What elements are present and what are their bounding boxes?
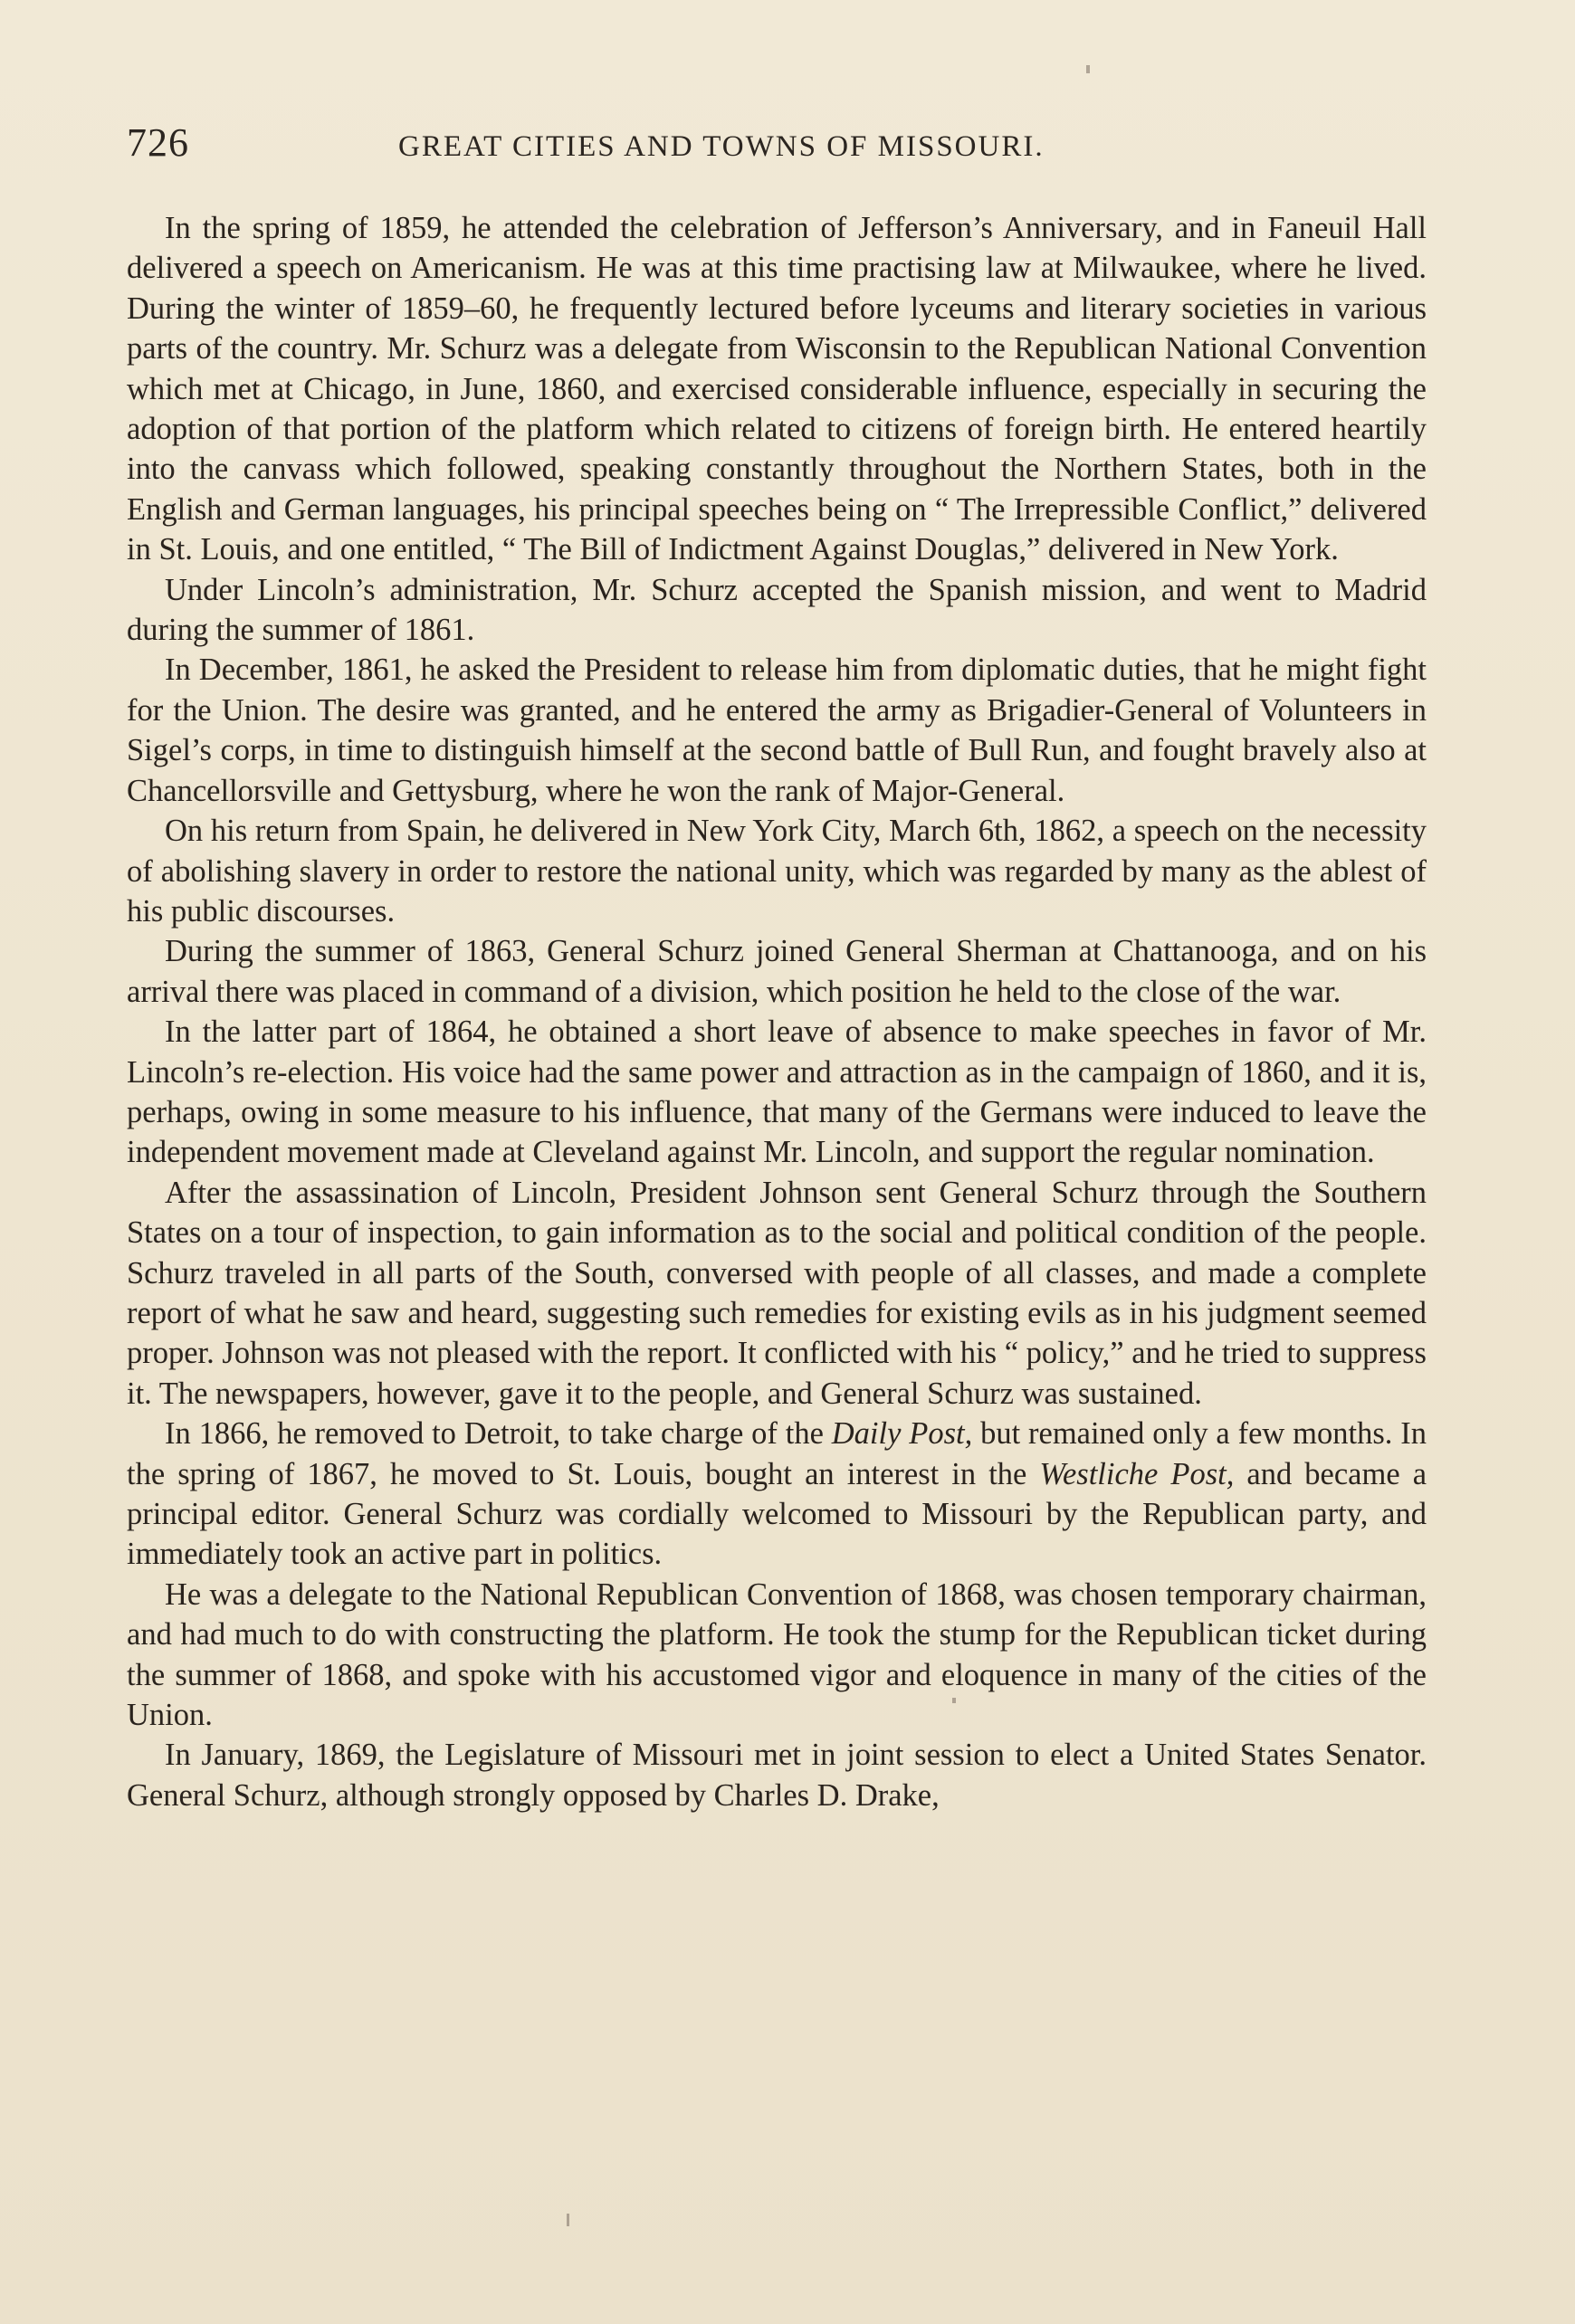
page-number: 726 [127,120,189,165]
print-speck [567,2214,569,2226]
paragraph-december-1861: In December, 1861, he asked the President to release him from diplomatic duties, that he might fight for the Union. The desire was granted, and he entered the army as Brigadier-General of Volunteers in Sigel’s corps, in time to distinguish himself at the second battle of Bull Run, and fought bravely also at Chancellorsville and Gettysburg, where he won the rank of Major-General. [127,652,1427,808]
paragraph-1866-part2: but remained only a few months. In the spring of 1867, he moved to St. Louis, bought an interest in the [127,1416,1427,1491]
print-speck [1086,65,1090,73]
paragraph-1864: In the latter part of 1864, he obtained a short leave of absence to make speeches in favor of Mr. Lincoln’s re-election. His voice had the same power and attraction as in the campaign of 1860, and it is, perhaps, owing in some measure to his influence, that many of the Germans were induced to leave the independent movement made at Cleveland against Mr. Lincoln, and support the regular nomination. [127,1014,1427,1170]
paragraph-1868-convention: He was a delegate to the National Republican Convention of 1868, was chosen temporary chairman, and had much to do with constructing the platform. He took the stump for the Republican ticket during the summer of 1868, and spoke with his accustomed vigor and eloquence in many of the cities of the Union. [127,1576,1427,1733]
paragraph-chattanooga: During the summer of 1863, General Schurz joined General Sherman at Chattanooga, and on his arrival there was placed in command of a division, which position he held to the close of the war. [127,934,1427,1009]
daily-post-title: Daily Post, [831,1416,973,1452]
paragraph-1866-part3: and became a principal editor. General Schurz was cordially welcomed to Missouri by the Republican party, and immediately took an active part in politics. [127,1456,1427,1572]
paragraph-southern-tour: After the assassination of Lincoln, President Johnson sent General Schurz through the Southern States on a tour of inspection, to gain information as to the social and political condition of the people. Schurz traveled in all parts of the South, conversed with people of all classes, and made a complete report of what he saw and heard, suggesting such remedies for existing evils as in his judgment seemed proper. Johnson was not pleased with the report. It conflicted with his “ policy,” and he tried to suppress it. The newspapers, however, gave it to the people, and General Schurz was sustained. [127,1175,1427,1411]
paragraph-1869-senate: In January, 1869, the Legislature of Missouri met in joint session to elect a United States Senator. General Schurz, although strongly opposed by Charles D. Drake, [127,1738,1427,1813]
running-head: GREAT CITIES AND TOWNS OF MISSOURI. [398,130,1045,163]
paragraph-1866-part1: In 1866, he removed to Detroit, to take charge of the [165,1416,832,1452]
paragraph-new-york-speech: On his return from Spain, he delivered in New York City, March 6th, 1862, a speech on the necessity of abolishing slavery in order to restore the national unity, which was regarded by many as the ablest of his public discourses. [127,814,1427,929]
paragraph-1859: In the spring of 1859, he attended the celebration of Jefferson’s Anniversary, and in Faneuil Hall delivered a speech on Americanism. He was at this time practising law at Milwaukee, where he lived. During the winter of 1859–60, he frequently lectured before lyceums and literary societies in various parts of the country. Mr. Schurz was a delegate from Wisconsin to the Republican National Convention which met at Chicago, in June, 1860, and exercised considerable influence, especially in securing the adoption of that portion of the platform which related to citizens of foreign birth. He entered heartily into the canvass which followed, speaking constantly throughout the Northern States, both in the English and German languages, his principal speeches being on “ The Irrepressible Conflict,” delivered in St. Louis, and one entitled, “ The Bill of Indictment Against Douglas,” delivered in New York. [127,211,1427,567]
paragraph-spanish-mission: Under Lincoln’s administration, Mr. Schurz accepted the Spanish mission, and went to Madrid during the summer of 1861. [127,572,1427,648]
westliche-post-title: Westliche Post, [1039,1456,1235,1491]
paragraph-1866 [127,1414,1427,1575]
print-speck [952,1698,956,1703]
body-text [127,208,1427,1815]
page-header [127,119,1430,174]
